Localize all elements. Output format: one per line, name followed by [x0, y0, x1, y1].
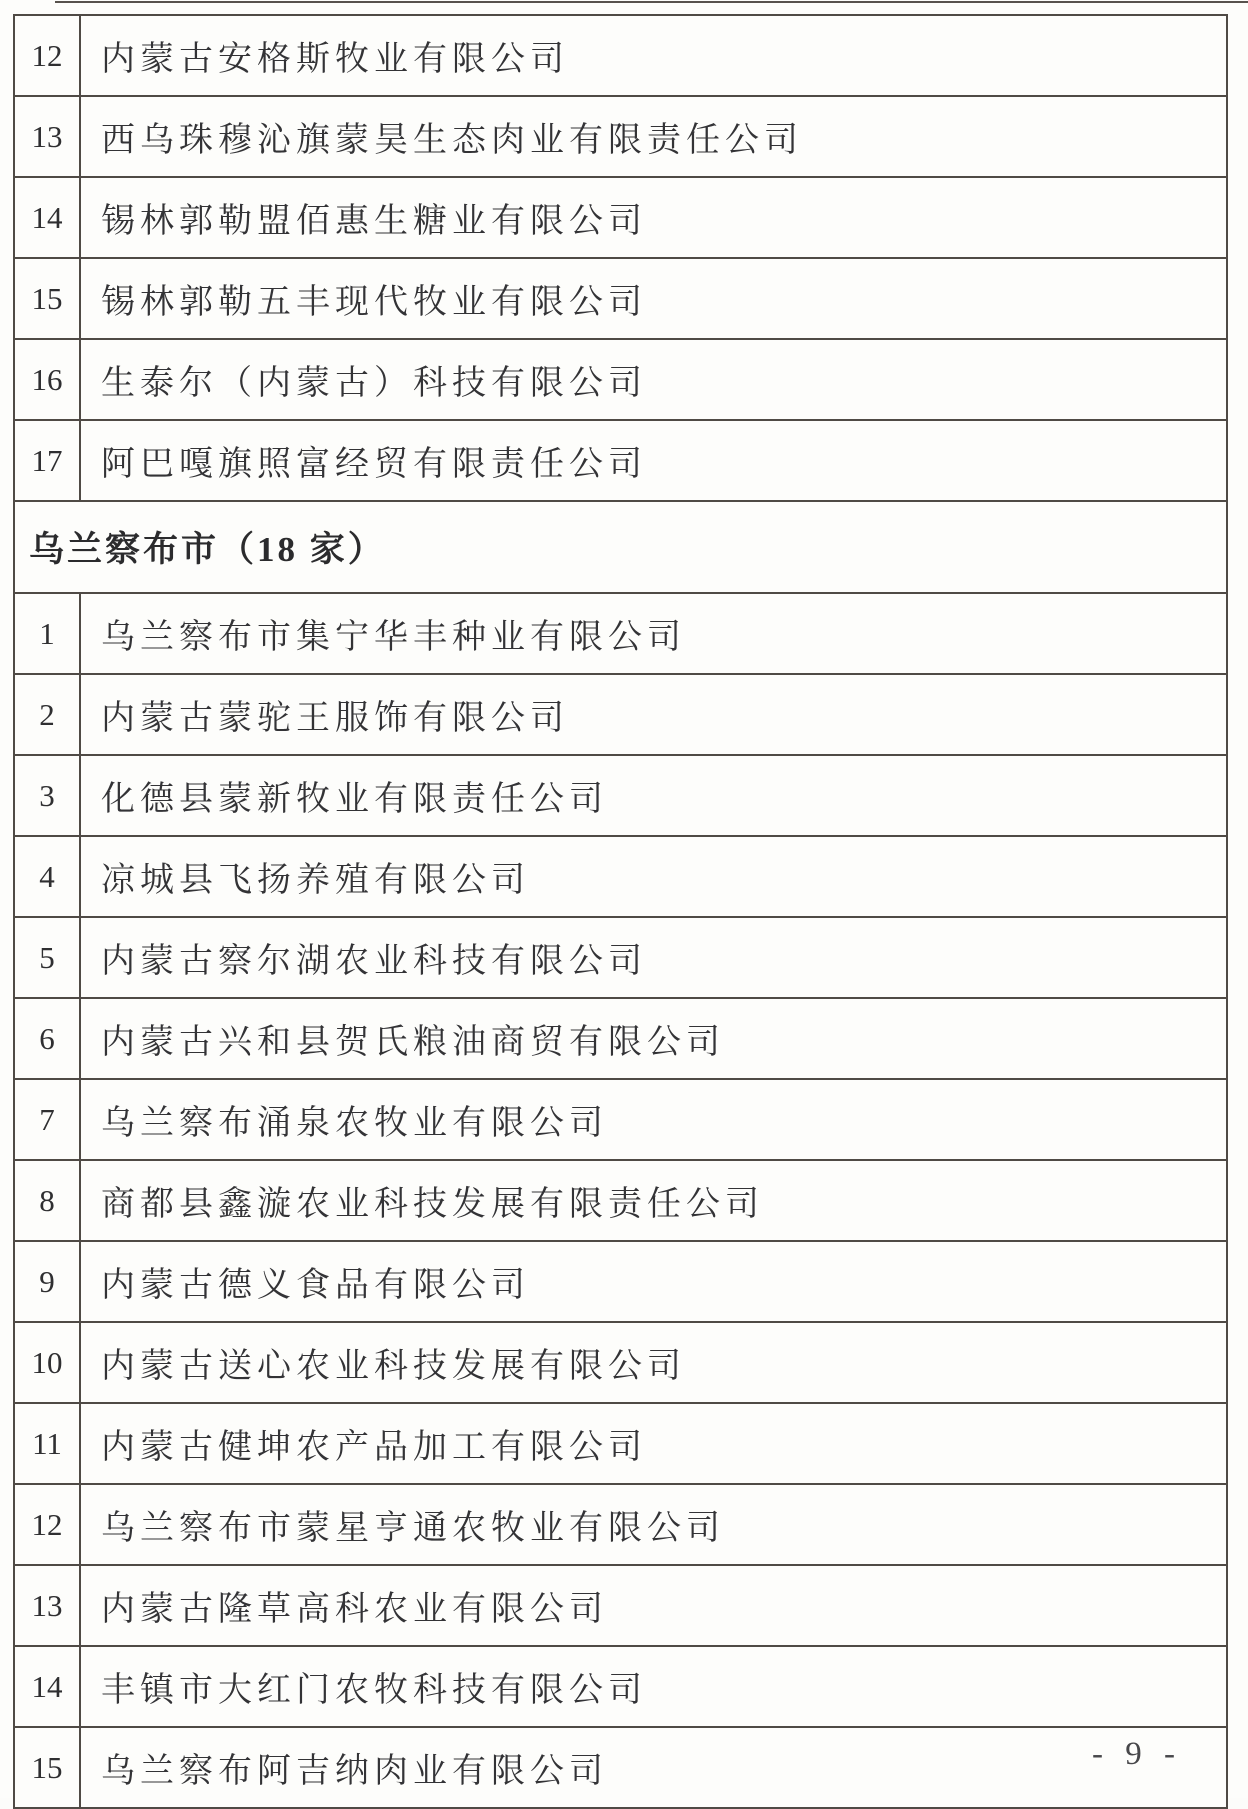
row-number-cell: 11 [14, 1403, 80, 1484]
table-row [14, 1079, 1227, 1160]
cropped-table-border [55, 1, 1248, 3]
row-number-cell: 8 [14, 1160, 80, 1241]
company-name-cell: 内蒙古德义食品有限公司 [80, 1241, 1227, 1322]
company-name-cell: 锡林郭勒五丰现代牧业有限公司 [80, 258, 1227, 339]
row-number-cell: 4 [14, 836, 80, 917]
row-number-cell: 12 [14, 1484, 80, 1565]
table-row [14, 1727, 1227, 1808]
row-number-cell: 14 [14, 177, 80, 258]
company-name-cell: 生泰尔（内蒙古）科技有限公司 [80, 339, 1227, 420]
table-row [14, 1403, 1227, 1484]
table-row [14, 177, 1227, 258]
table-row [14, 15, 1227, 96]
company-list-table [13, 14, 1228, 1809]
section-header-row [14, 501, 1227, 593]
table-row [14, 593, 1227, 674]
row-number-cell: 6 [14, 998, 80, 1079]
company-name-cell: 乌兰察布涌泉农牧业有限公司 [80, 1079, 1227, 1160]
company-name-cell: 乌兰察布市集宁华丰种业有限公司 [80, 593, 1227, 674]
row-number-cell: 5 [14, 917, 80, 998]
table-row [14, 674, 1227, 755]
row-number-cell: 14 [14, 1646, 80, 1727]
company-name-cell: 锡林郭勒盟佰惠生糖业有限公司 [80, 177, 1227, 258]
table-row [14, 917, 1227, 998]
company-name-cell: 内蒙古察尔湖农业科技有限公司 [80, 917, 1227, 998]
table-row [14, 258, 1227, 339]
company-name-cell: 乌兰察布阿吉纳肉业有限公司 [80, 1727, 1227, 1808]
row-number-cell: 1 [14, 593, 80, 674]
table-row [14, 339, 1227, 420]
row-number-cell: 3 [14, 755, 80, 836]
company-name-cell: 乌兰察布市蒙星亨通农牧业有限公司 [80, 1484, 1227, 1565]
row-number-cell: 13 [14, 96, 80, 177]
table-row [14, 1241, 1227, 1322]
row-number-cell: 17 [14, 420, 80, 501]
table-row [14, 1565, 1227, 1646]
company-name-cell: 内蒙古蒙驼王服饰有限公司 [80, 674, 1227, 755]
row-number-cell: 2 [14, 674, 80, 755]
row-number-cell: 10 [14, 1322, 80, 1403]
row-number-cell: 7 [14, 1079, 80, 1160]
row-number-cell: 15 [14, 258, 80, 339]
table-row [14, 755, 1227, 836]
table-row [14, 1646, 1227, 1727]
table-row [14, 96, 1227, 177]
row-number-cell: 13 [14, 1565, 80, 1646]
company-name-cell: 内蒙古健坤农产品加工有限公司 [80, 1403, 1227, 1484]
row-number-cell: 15 [14, 1727, 80, 1808]
company-name-cell: 内蒙古送心农业科技发展有限公司 [80, 1322, 1227, 1403]
company-name-cell: 阿巴嘎旗照富经贸有限责任公司 [80, 420, 1227, 501]
table-row [14, 1322, 1227, 1403]
row-number-cell: 12 [14, 15, 80, 96]
table-row [14, 420, 1227, 501]
table-row [14, 998, 1227, 1079]
table-row [14, 1160, 1227, 1241]
company-name-cell: 西乌珠穆沁旗蒙昊生态肉业有限责任公司 [80, 96, 1227, 177]
company-name-cell: 丰镇市大红门农牧科技有限公司 [80, 1646, 1227, 1727]
company-name-cell: 商都县鑫漩农业科技发展有限责任公司 [80, 1160, 1227, 1241]
company-list-body [14, 15, 1227, 1808]
table-row [14, 1484, 1227, 1565]
company-name-cell: 内蒙古兴和县贺氏粮油商贸有限公司 [80, 998, 1227, 1079]
company-name-cell: 化德县蒙新牧业有限责任公司 [80, 755, 1227, 836]
city-section-header: 乌兰察布市（18 家） [14, 501, 1227, 593]
row-number-cell: 9 [14, 1241, 80, 1322]
company-name-cell: 内蒙古隆草高科农业有限公司 [80, 1565, 1227, 1646]
row-number-cell: 16 [14, 339, 80, 420]
company-name-cell: 凉城县飞扬养殖有限公司 [80, 836, 1227, 917]
company-name-cell: 内蒙古安格斯牧业有限公司 [80, 15, 1227, 96]
page-number: - 9 - [1092, 1736, 1182, 1772]
table-row [14, 836, 1227, 917]
